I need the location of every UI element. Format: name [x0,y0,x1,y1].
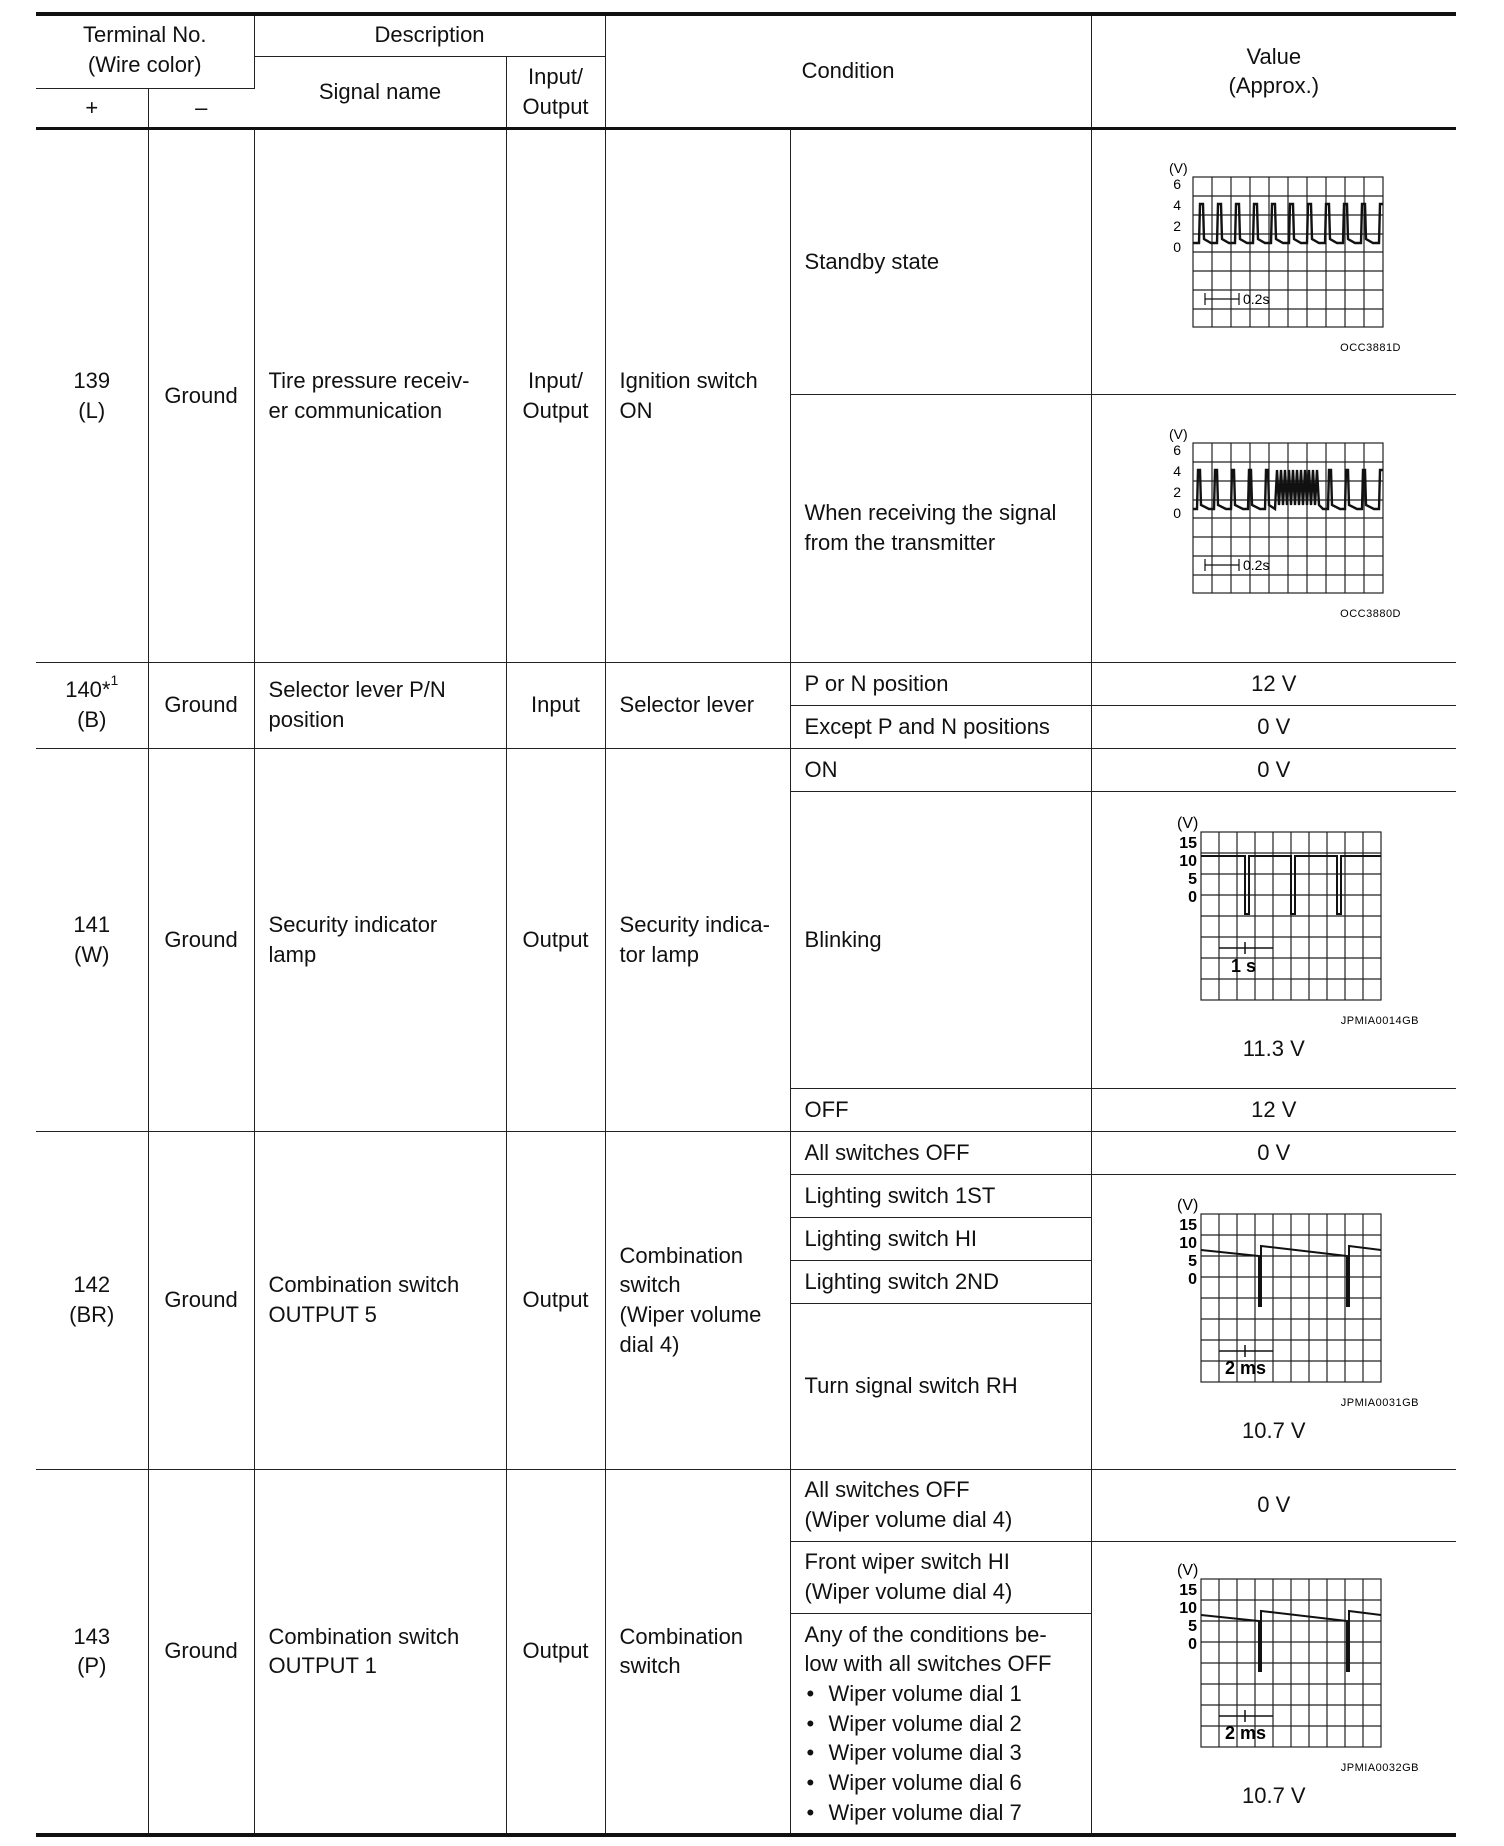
header-value [1091,14,1456,128]
condition-143-any-conditions [790,1613,1091,1835]
io-140: Input [506,662,605,748]
io-142: Output [506,1131,605,1469]
scope-tick: 0 [1187,1270,1197,1288]
signal-140 [254,662,506,748]
scope-tick: 10 [1179,1234,1197,1252]
io-line: Output [522,397,589,423]
terminal-143 [36,1469,148,1835]
header-value-line1: Value [1246,43,1302,69]
value-140-except: 0 V [1091,705,1456,748]
condition-line: tor lamp [619,941,700,967]
io-139 [506,128,605,662]
terminal-142 [36,1131,148,1469]
value-reading: 10.7 V [1241,1417,1306,1443]
wire-color: (P) [77,1653,107,1679]
list-item: • Wiper volume dial 7 [805,1798,1077,1828]
scope-time: 1 s [1230,955,1256,976]
condition-line: ON [619,397,653,423]
condition-main-141 [605,748,790,1131]
scope-tick: 4 [1173,196,1181,213]
list-item: • Wiper volume dial 2 [805,1709,1077,1739]
condition-line: Ignition switch [619,367,758,393]
waveform-scope-142 [1129,1196,1419,1416]
condition-142-lighting-hi: Lighting switch HI [790,1217,1091,1260]
signal-139 [254,128,506,662]
wire-color: (L) [78,397,106,423]
value-141-off: 12 V [1091,1088,1456,1131]
header-io-line2: Output [522,93,589,119]
scope-unit: (V) [1168,426,1188,442]
io-143: Output [506,1469,605,1835]
ground-139: Ground [148,128,254,662]
header-condition: Condition [605,14,1091,128]
value-reading: 10.7 V [1241,1783,1306,1809]
io-line: Input/ [528,367,584,393]
condition-140-pn: P or N position [790,662,1091,705]
terminal-140 [36,662,148,748]
scope-unit: (V) [1176,1562,1199,1580]
terminal-141 [36,748,148,1131]
scope-time: 0.2s [1242,290,1270,307]
header-value-line2: (Approx.) [1228,73,1320,99]
figure-code: JPMIA0014GB [1340,1014,1419,1027]
scope-tick: 2 [1173,217,1181,234]
header-signal-name: Signal name [254,56,506,128]
condition-142-turn-rh: Turn signal switch RH [790,1303,1091,1469]
scope-tick: 10 [1179,852,1197,870]
condition-line: (Wiper volume [619,1302,762,1327]
list-item: • Wiper volume dial 3 [805,1738,1077,1768]
condition-line: dial 4) [619,1331,680,1357]
figure-code: JPMIA0031GB [1340,1396,1419,1409]
signal-line: Tire pressure receiv- [268,367,470,393]
condition-139-standby: Standby state [790,128,1091,394]
condition-main-142 [605,1131,790,1469]
scope-tick: 15 [1179,1216,1197,1234]
terminal-number: 139 [73,367,111,393]
header-minus: – [148,88,254,128]
value-143-all-off: 0 V [1091,1469,1456,1541]
condition-141-off: OFF [790,1088,1091,1131]
condition-line: Front wiper switch HI [804,1549,1010,1575]
condition-line: switch [619,1272,681,1298]
header-terminal [36,14,254,88]
condition-main-139 [605,128,790,662]
condition-142-lighting-1st: Lighting switch 1ST [790,1174,1091,1217]
scope-tick: 6 [1173,442,1181,458]
signal-143 [254,1469,506,1835]
value-139-receiving [1091,394,1456,662]
figure-code: OCC3880D [1339,608,1401,620]
list-item: • Wiper volume dial 6 [805,1768,1077,1798]
header-io-line1: Input/ [528,63,584,89]
value-142-all-off: 0 V [1091,1131,1456,1174]
ground-142: Ground [148,1131,254,1469]
condition-line: When receiving the signal [804,500,1057,526]
condition-line: Combination [619,1623,744,1649]
value-141-blinking [1091,791,1456,1088]
header-terminal-line2: (Wire color) [87,51,202,77]
terminal-number: 142 [73,1272,111,1298]
scope-time: 2 ms [1224,1723,1266,1744]
signal-line: Combination switch [268,1623,460,1649]
scope-unit: (V) [1176,1196,1199,1214]
condition-line: (Wiper volume dial 4) [804,1579,1013,1604]
value-143-waveform [1091,1541,1456,1835]
value-142-waveform [1091,1174,1456,1469]
terminal-table [36,12,1456,1837]
header-description: Description [254,14,605,56]
scope-tick: 5 [1187,1252,1197,1270]
waveform-scope-139b [1139,425,1409,635]
terminal-number-text: 140* [65,677,111,703]
signal-line: OUTPUT 1 [268,1653,377,1679]
waveform-scope-139a [1139,159,1409,369]
signal-line: Combination switch [268,1272,460,1298]
condition-line: Security indica- [619,911,770,937]
wire-color: (BR) [69,1302,115,1327]
condition-line: low with all switches OFF [804,1651,1052,1677]
wire-color: (B) [77,707,107,732]
wiper-dial-list [805,1679,1077,1827]
scope-tick: 4 [1173,463,1181,479]
condition-line: (Wiper volume dial 4) [804,1507,1013,1532]
signal-line: lamp [268,941,317,967]
terminal-number: 143 [73,1623,111,1649]
scope-tick: 0 [1187,1636,1197,1654]
condition-139-receiving [790,394,1091,662]
scope-unit: (V) [1168,159,1188,176]
header-terminal-line1: Terminal No. [83,22,207,47]
condition-line: from the transmitter [804,530,996,555]
condition-main-143 [605,1469,790,1835]
condition-142-lighting-2nd: Lighting switch 2ND [790,1260,1091,1303]
condition-line: Any of the conditions be- [804,1621,1047,1647]
scope-tick: 6 [1173,175,1181,192]
scope-tick: 10 [1179,1600,1197,1618]
scope-tick: 15 [1179,834,1197,852]
list-item: • Wiper volume dial 1 [805,1679,1077,1709]
condition-141-blinking: Blinking [790,791,1091,1088]
ground-140: Ground [148,662,254,748]
scope-tick: 5 [1187,870,1197,888]
signal-line: OUTPUT 5 [268,1302,377,1327]
scope-tick: 0 [1187,888,1197,906]
scope-time: 2 ms [1224,1357,1266,1378]
condition-143-front-wiper-hi [790,1541,1091,1613]
value-reading: 11.3 V [1242,1035,1305,1061]
condition-line: Combination [619,1242,744,1268]
condition-main-140: Selector lever [605,662,790,748]
condition-line: All switches OFF [804,1477,970,1503]
scope-unit: (V) [1176,814,1199,832]
condition-141-on: ON [790,748,1091,791]
value-139-standby [1091,128,1456,394]
footnote-marker: 1 [110,672,119,689]
io-141: Output [506,748,605,1131]
condition-142-all-off: All switches OFF [790,1131,1091,1174]
condition-143-all-off [790,1469,1091,1541]
waveform-trace [1193,470,1383,509]
ground-141: Ground [148,748,254,1131]
signal-142 [254,1131,506,1469]
scope-tick: 0 [1173,238,1181,255]
terminal-139 [36,128,148,662]
waveform-scope-143 [1129,1561,1419,1781]
scope-tick: 5 [1187,1618,1197,1636]
scope-tick: 15 [1179,1582,1197,1600]
wire-color: (W) [74,941,110,967]
header-io [506,56,605,128]
value-140-pn: 12 V [1091,662,1456,705]
signal-line: position [268,707,345,732]
waveform-trace [1201,856,1381,914]
figure-code: JPMIA0032GB [1340,1762,1419,1775]
value-141-on: 0 V [1091,748,1456,791]
terminal-number: 141 [73,911,111,937]
scope-tick: 2 [1173,484,1181,500]
signal-141 [254,748,506,1131]
figure-code: OCC3881D [1339,341,1401,354]
waveform-scope-141 [1129,814,1419,1034]
scope-time: 0.2s [1242,557,1270,573]
condition-line: switch [619,1653,681,1679]
signal-line: er communication [268,397,443,423]
header-plus: + [36,88,148,128]
terminal-number [50,672,134,705]
signal-line: Security indicator [268,911,438,937]
ground-143: Ground [148,1469,254,1835]
scope-tick: 0 [1173,505,1181,521]
signal-line: Selector lever P/N [268,677,446,703]
condition-140-except: Except P and N positions [790,705,1091,748]
